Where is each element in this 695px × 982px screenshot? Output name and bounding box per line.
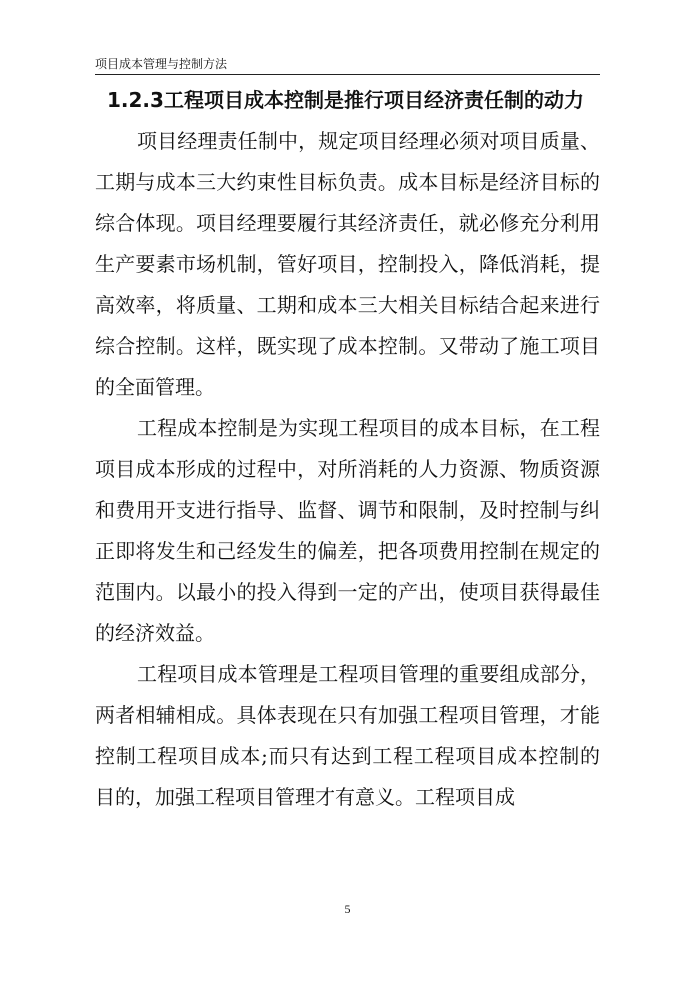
document-body bbox=[95, 80, 600, 818]
header-title: 项目成本管理与控制方法 bbox=[95, 57, 228, 71]
body-paragraph: 项目经理责任制中，规定项目经理必须对项目质量、工期与成本三大约束性目标负责。成本目标是经济目标的综合体现。项目经理要履行其经济责任，就必修充分利用生产要素市场机制，管好项目，控制投入，降低消耗，提高效率，将质量、工期和成本三大相关目标结合起来进行综合控制。这样，既实现了成本控制。又带动了施工项目的全面管理。 bbox=[95, 129, 600, 399]
section-heading: 1.2.3工程项目成本控制是推行项目经济责任制的动力 bbox=[107, 88, 584, 112]
body-paragraph: 工程项目成本管理是工程项目管理的重要组成部分，两者相辅相成。具体表现在只有加强工程项目管理，才能控制工程项目成本;而只有达到工程工程项目成本控制的目的，加强工程项目管理才有意义。工程项目成 bbox=[95, 662, 600, 809]
body-paragraph: 工程成本控制是为实现工程项目的成本目标，在工程项目成本形成的过程中，对所消耗的人力资源、物质资源和费用开支进行指导、监督、调节和限制，及时控制与纠正即将发生和己经发生的偏差，把各项费用控制在规定的范围内。以最小的投入得到一定的产出，使项目获得最佳的经济效益。 bbox=[95, 416, 600, 645]
page-number: 5 bbox=[344, 902, 351, 916]
page-header bbox=[95, 55, 600, 75]
